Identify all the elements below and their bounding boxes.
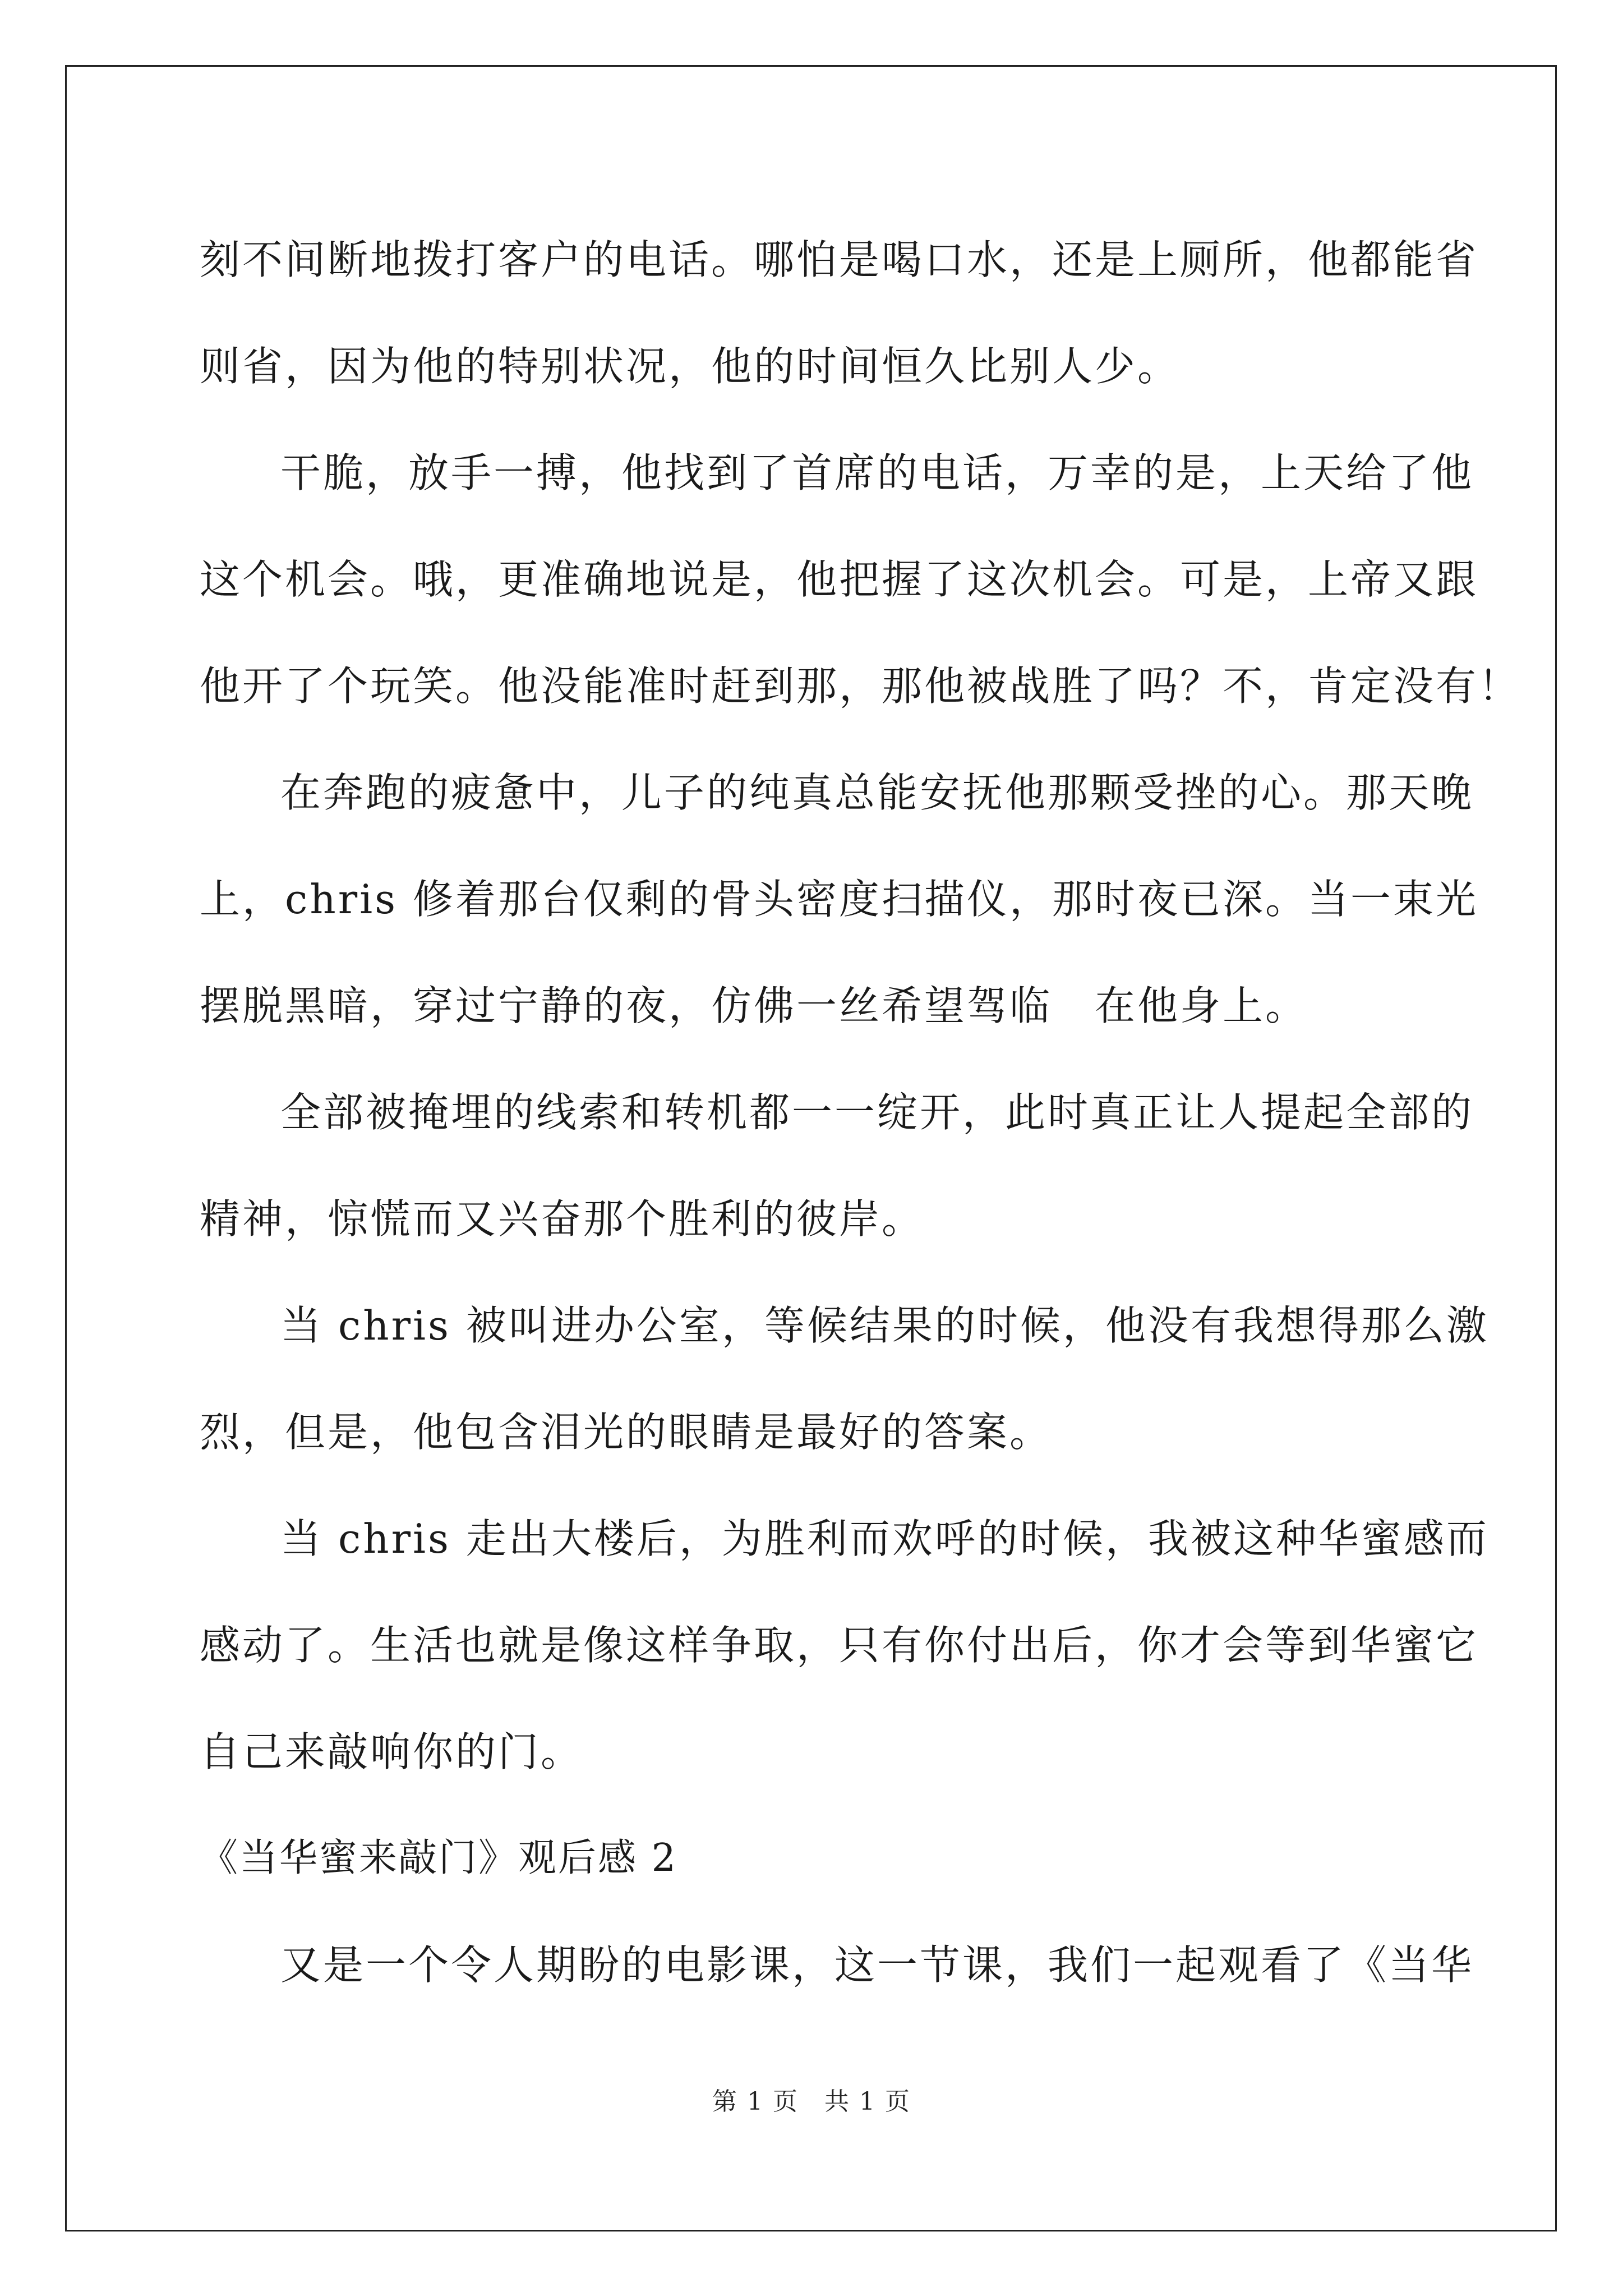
paragraph-line: 干脆，放手一搏，他找到了首席的电话，万幸的是，上天给了他 — [280, 449, 1474, 496]
paragraph-line: 全部被掩埋的线索和转机都一一绽开，此时真正让人提起全部的 — [280, 1089, 1474, 1136]
paragraph-line: 自己来敲响你的门。 — [200, 1728, 584, 1775]
paragraph-line: 他开了个玩笑。他没能准时赶到那，那他被战胜了吗？不，肯定没有！ — [200, 662, 1521, 710]
section-heading: 《当华蜜来敲门》观后感 2 — [200, 1836, 677, 1880]
page-number: 第 1 页 共 1 页 — [712, 2087, 911, 2116]
paragraph-line: 上，chris 修着那台仅剩的骨头密度扫描仪，那时夜已深。当一束光 — [200, 876, 1478, 923]
paragraph-line: 刻不间断地拨打客户的电话。哪怕是喝口水，还是上厕所，他都能省 — [200, 236, 1479, 283]
paragraph-line: 这个机会。哦，更准确地说是，他把握了这次机会。可是，上帝又跟 — [200, 556, 1479, 603]
paragraph-line: 烈，但是，他包含泪光的眼睛是最好的答案。 — [200, 1409, 1053, 1456]
paragraph-line: 当 chris 走出大楼后，为胜利而欢呼的时候，我被这种华蜜感而 — [280, 1515, 1489, 1562]
paragraph-line: 感动了。生活也就是像这样争取，只有你付出后，你才会等到华蜜它 — [200, 1622, 1479, 1669]
paragraph-line: 精神，惊慌而又兴奋那个胜利的彼岸。 — [200, 1195, 925, 1243]
paragraph-line: 又是一个令人期盼的电影课，这一节课，我们一起观看了《当华 — [280, 1941, 1474, 1989]
paragraph-line: 摆脱黑暗，穿过宁静的夜，仿佛一丝希望驾临 在他身上。 — [200, 982, 1308, 1029]
document-body — [200, 206, 1521, 2018]
paragraph-line: 则省，因为他的特别状况，他的时间恒久比别人少。 — [200, 343, 1181, 390]
paragraph-line: 当 chris 被叫进办公室，等候结果的时候，他没有我想得那么激 — [280, 1302, 1489, 1349]
paragraph-line: 在奔跑的疲惫中，儿子的纯真总能安抚他那颗受挫的心。那天晚 — [280, 769, 1474, 816]
